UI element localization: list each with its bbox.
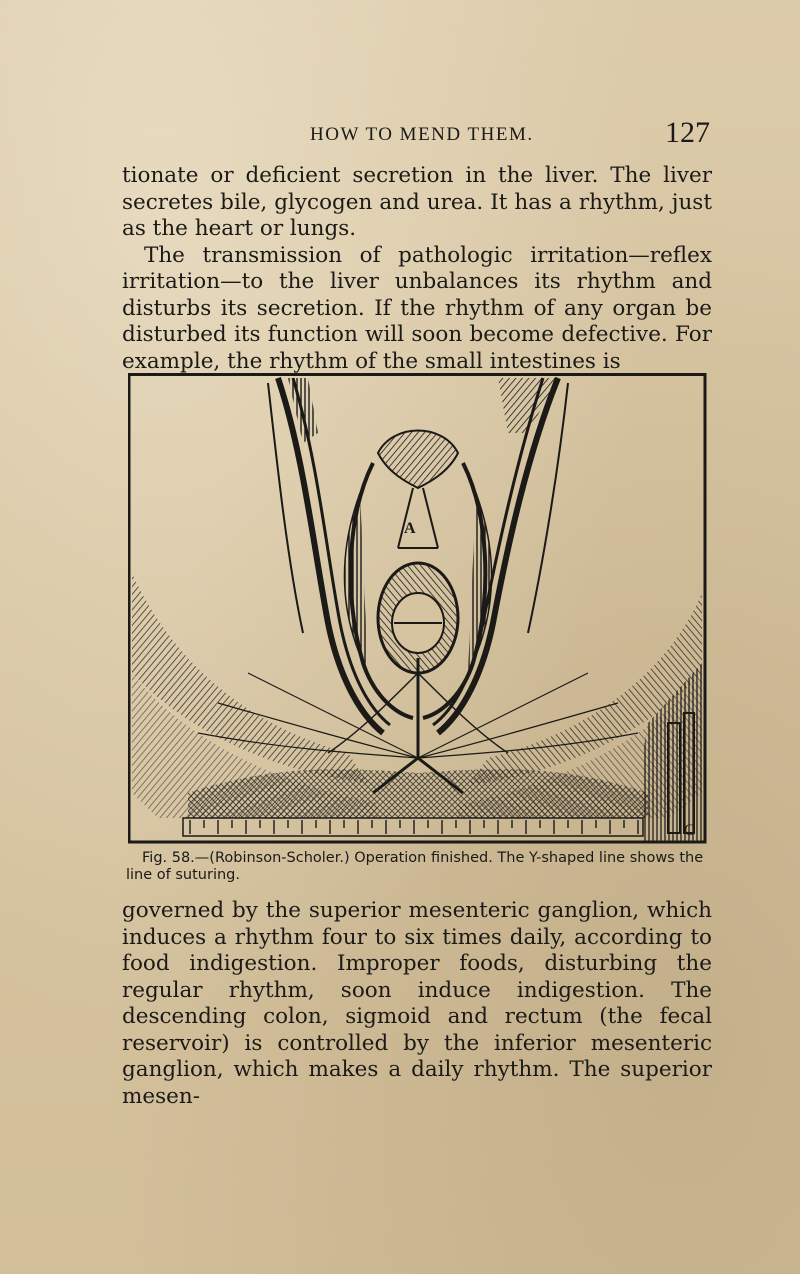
anatomical-illustration	[128, 373, 708, 845]
caption-label: Fig. 58.	[142, 850, 195, 866]
paragraph-reflex-irritation: The transmission of pathologic irritation—reflex irritation—to the liver unbalances its rhythm and disturbs its secretion. If the rhythm of any organ be disturbed its function will soon become defective. For example, the rhythm of the small intestines is	[122, 242, 712, 374]
label-a: A	[404, 520, 416, 537]
left-labium-major	[278, 378, 383, 733]
paragraph-mesenteric: governed by the superior mesenteric ganglion, which induces a rhythm four to six times daily, according to food indigestion. Improper foods, disturbing the regular rhythm, soon induce indigestion. The descending colon, sigmoid and rectum (the fecal reservoir) is controlled by the inferior mesenteric ganglion, which makes a daily rhythm. The superior mesen-	[122, 898, 712, 1109]
label-c: C	[684, 822, 695, 839]
page-number: 127	[665, 116, 710, 149]
rail-ticks	[190, 820, 638, 834]
caption-text: —(Robinson-Scholer.) Operation finished. The Y-shaped line shows the line of suturing.	[126, 850, 704, 883]
paragraph-continued: tionate or deficient secretion in the liver. The liver secretes bile, glycogen and urea. It has a rhythm, just as the heart or lungs.	[122, 163, 712, 241]
body-text-top	[122, 163, 712, 375]
running-head: HOW TO MEND THEM.	[310, 124, 534, 145]
page-header	[120, 116, 710, 152]
lower-crosshatch-band	[188, 769, 648, 818]
bottom-rail	[183, 818, 643, 836]
figure-caption	[126, 850, 708, 884]
body-text-bottom	[122, 898, 712, 1110]
clitoral-hood	[378, 431, 458, 489]
